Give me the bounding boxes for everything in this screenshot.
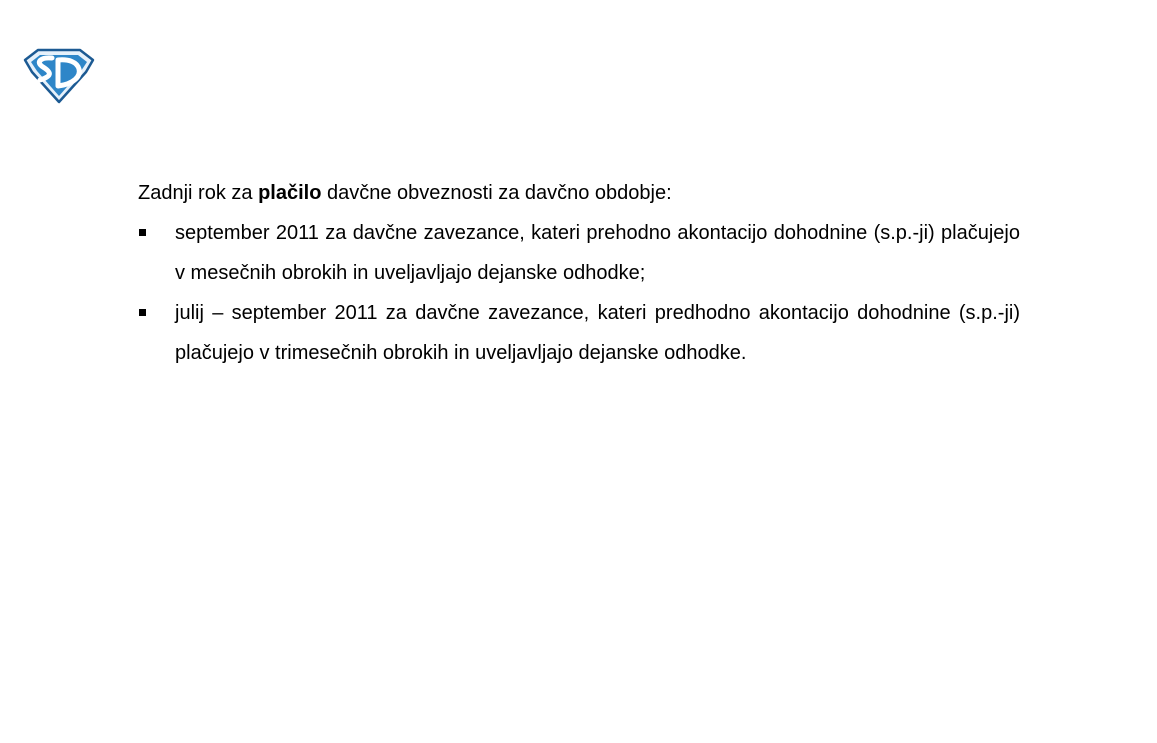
intro-bold-word: plačilo [258,182,322,204]
list-item-text: september 2011 za davčne zavezance, kateri prehodno akontacijo dohodnine (s.p.-ji) plačujejo v mesečnih obrokih in uveljavljajo dejanske odhodke; [175,222,1020,284]
list-item [138,213,1020,293]
square-bullet-icon [139,309,146,316]
list-item-text: julij – september 2011 za davčne zavezance, kateri predhodno akontacijo dohodnine (s.p.-ji) plačujejo v trimesečnih obrokih in uveljavljajo dejanske odhodke. [175,302,1020,364]
intro-prefix: Zadnji rok za [138,182,259,204]
square-bullet-icon [139,229,146,236]
list-item [138,293,1020,373]
deadline-list [138,213,1020,373]
intro-paragraph [138,173,1020,213]
document-body [138,173,1020,373]
intro-suffix: davčne obveznosti za davčno obdobje: [321,182,672,204]
sd-logo-icon [22,46,96,104]
